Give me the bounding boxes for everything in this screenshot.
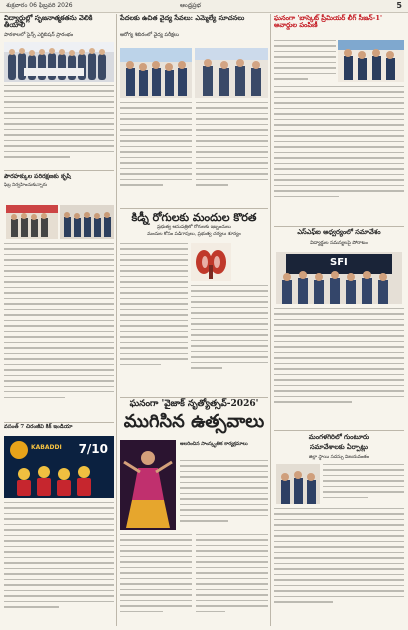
page-header [0,0,408,13]
issue-date: శుక్రవారం 06 ఫిబ్రవరి 2026 [6,2,73,9]
col3-article-text-top-left [274,40,336,82]
col3-article-text-mid [274,308,404,428]
col3-bottom-subheadline: జిల్లా స్థాయి సదస్సు విజయవంతం [308,455,370,460]
col1-article-text-2 [4,243,114,419]
col1-top-subheadline: పాఠశాలలో సైన్స్ ఎగ్జిబిషన్ ప్రారంభం [4,32,74,38]
section-divider [274,226,404,227]
col3-bottom-headline: మంగళగిరిలో గుంటూరు [308,433,370,441]
col1-event-photo-right [60,205,114,239]
section-divider [120,397,268,398]
festival-article-text-right [196,534,268,624]
col2-top-headline: పేదలకు ఉచిత వైద్య సేవలు: ఎమ్మెల్యే సూచనలు [120,14,245,22]
col3-mid-subheadline: విద్యార్థుల సమస్యలపై పోరాటం [310,241,368,246]
kidney-article-text-right [191,285,268,393]
col1-top-headline: విద్యార్థుల్లో సృజనాత్మకతను వెలికి తీయాలి [4,14,93,30]
festival-article-text-top [180,460,268,530]
col3-top-headline: ఘనంగా 'బాస్కెట్ ప్రీమియర్ లీగ్ సీజన్-1' అవార్డుల పంపిణీ [274,14,383,29]
section-divider [4,170,114,171]
col1-mid-headline: పౌరహక్కుల పరిరక్షణకు కృషి [4,173,71,180]
section-divider [120,208,268,209]
festival-big-headline: ముగిసిన ఉత్సవాలు [123,411,265,432]
kidney-article-text-left [120,243,188,393]
festival-subheadline: అలరించిన సాంస్కృతిక కార్యక్రమాలు [180,441,248,447]
festival-article-text-left [120,534,192,624]
col1-article-text-3 [4,502,114,624]
col1-article-text [4,85,114,167]
page-number: 5 [396,1,402,10]
sfi-meeting-photo [276,252,402,304]
col3-article-text-top [274,86,404,224]
col1-ad-title: వసంత్ 7 చిరంజీవి కిక్ ఇండియా [4,424,73,430]
col2-health-camp-photo [120,48,192,98]
kabaddi-number: 7/10 [78,442,108,456]
kidney-subheadline-2: మందుల కోసం పడిగాపులు, ప్రభుత్వ చర్యలు శూన్యం [147,232,241,237]
col2-meeting-photo [195,48,268,98]
column-rule [116,14,117,626]
col3-bottom-photo [276,464,320,504]
col1-mid-subheadline: ఫిబ్ర నిర్వహించుకున్నారు [4,183,48,188]
festival-dancer-photo [120,440,176,530]
kidney-headline: కిడ్నీ రోగులకు మందుల కొరత [131,211,257,224]
col3-award-photo [338,40,404,82]
section-divider [4,422,114,423]
kidney-subheadline: ప్రభుత్వ ఆసుపత్రిలో రోగులకు ఇబ్బందులు [157,225,231,230]
col1-group-photo [4,42,114,82]
masthead: ఆంధ్రప్రభ [180,2,201,9]
col2-article-text-right [196,102,268,206]
kidney-illustration [191,243,231,281]
col3-bottom-headline-2: సమావేశాలకు ఏర్పాట్లు [310,443,368,451]
col3-article-text-bottom [274,508,404,624]
col3-mid-headline: ఎస్ఎఫ్ఐ అధ్వర్యంలో సమావేశం [297,228,381,236]
col2-article-text-left [120,102,192,206]
col1-event-photo-left [6,205,58,239]
column-rule [270,14,271,626]
col2-top-subheadline: ఆరోగ్య శిబిరంలో వైద్య పరీక్షలు [120,32,179,38]
kabaddi-ad-banner [4,436,114,498]
sfi-banner-text: SFI [330,257,348,268]
festival-headline: ఘనంగా 'వైజాక్ నృత్యోత్సవ్-2026' [129,399,259,409]
kabaddi-brand: KABADDI [31,444,62,451]
section-divider [274,430,404,431]
col3-article-text-bottom-right [323,464,404,504]
